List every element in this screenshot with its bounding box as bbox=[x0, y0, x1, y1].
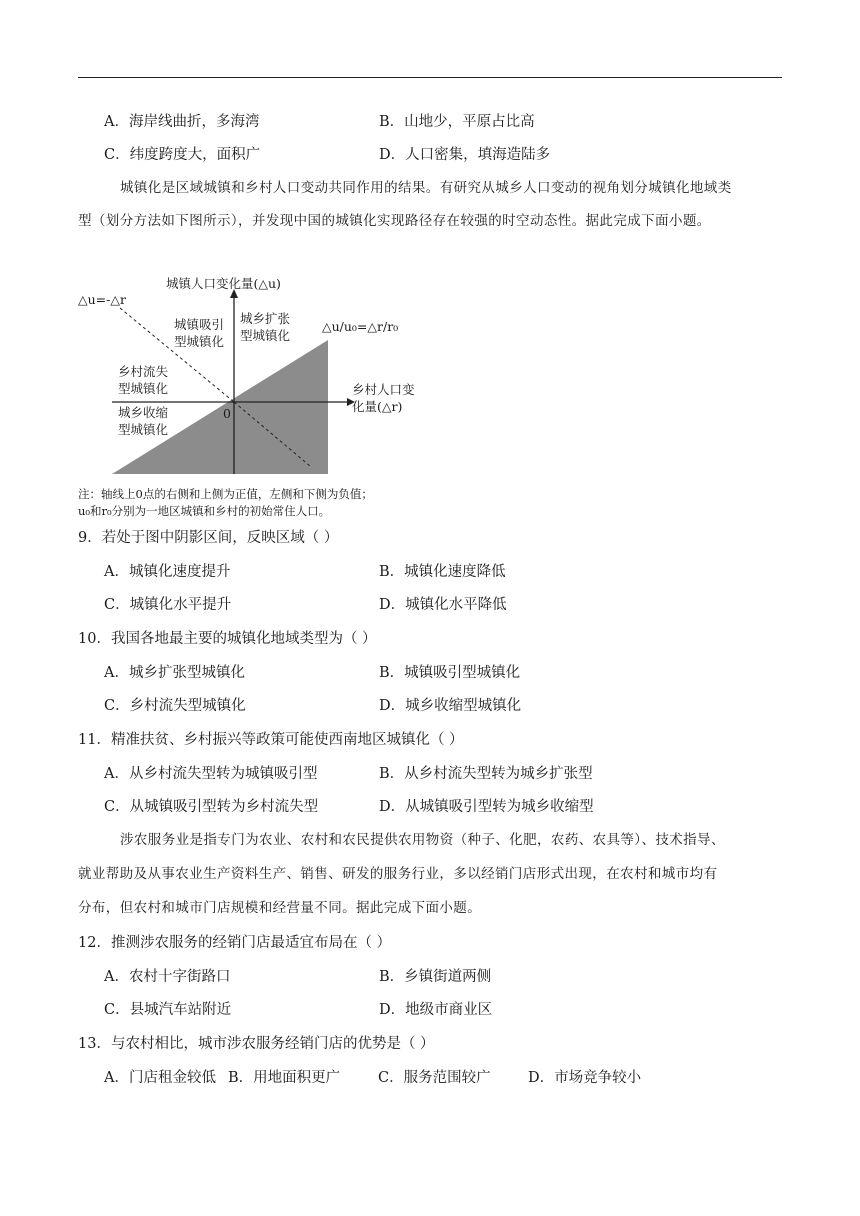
q9-option-b[interactable]: B．城镇化速度降低 bbox=[379, 564, 506, 580]
q11-option-d[interactable]: D．从城镇吸引型转为城乡收缩型 bbox=[379, 799, 594, 815]
region-absorb-line-1: 城镇吸引 bbox=[174, 317, 225, 332]
region-expand-line-1: 城乡扩张 bbox=[240, 311, 291, 326]
q13-option-d[interactable]: D．市场竞争较小 bbox=[528, 1070, 642, 1086]
q13-option-c[interactable]: C．服务范围较广 bbox=[378, 1070, 491, 1086]
option-d[interactable]: D．人口密集，填海造陆多 bbox=[379, 147, 551, 163]
header-rule bbox=[78, 77, 782, 78]
q11-option-b[interactable]: B．从乡村流失型转为城乡扩张型 bbox=[379, 766, 593, 782]
region-shrink-line-1: 城乡收缩 bbox=[118, 405, 169, 420]
q9-option-a[interactable]: A．城镇化速度提升 bbox=[104, 564, 231, 580]
q9-option-d[interactable]: D．城镇化水平降低 bbox=[379, 597, 507, 613]
region-absorb-line-2: 型城镇化 bbox=[174, 334, 225, 349]
passage-1-line-2: 型（划分方法如下图所示），并发现中国的城镇化实现路径存在较强的时空动态性。据此完成下面小题。 bbox=[78, 213, 711, 229]
q11-option-c[interactable]: C．从城镇吸引型转为乡村流失型 bbox=[104, 799, 319, 815]
passage-2-line-2: 就业帮助及从事农业生产资料生产、销售、研发的服务行业，多以经销门店形式出现，在农村和城市均有 bbox=[78, 866, 718, 882]
urbanization-type-diagram bbox=[78, 268, 458, 530]
q10-option-a[interactable]: A．城乡扩张型城镇化 bbox=[104, 665, 245, 681]
q12-option-a[interactable]: A．农村十字街路口 bbox=[104, 969, 231, 985]
question-12-stem: 12．推测涉农服务的经销门店最适宜布局在（ ） bbox=[78, 935, 392, 951]
q10-option-b[interactable]: B．城镇吸引型城镇化 bbox=[379, 665, 521, 681]
option-c[interactable]: C．纬度跨度大，面积广 bbox=[104, 147, 261, 163]
question-9-stem: 9．若处于图中阴影区间，反映区域（ ） bbox=[78, 530, 339, 546]
x-axis-label-line-1: 乡村人口变 bbox=[352, 382, 415, 397]
q9-option-c[interactable]: C．城镇化水平提升 bbox=[104, 597, 232, 613]
passage-2-line-3: 分布，但农村和城市门店规模和经营量不同。据此完成下面小题。 bbox=[78, 900, 482, 916]
figure-note-line-2: u₀和r₀分别为一地区城镇和乡村的初始常住人口。 bbox=[78, 504, 331, 518]
passage-1-line-1: 城镇化是区域城镇和乡村人口变动共同作用的结果。有研究从城乡人口变动的视角划分城镇化地域类 bbox=[120, 180, 732, 196]
line-label-ratio: △u/u₀=△r/r₀ bbox=[322, 319, 399, 334]
q12-option-c[interactable]: C．县城汽车站附近 bbox=[104, 1002, 232, 1018]
origin-label: 0 bbox=[223, 406, 231, 421]
q11-option-a[interactable]: A．从乡村流失型转为城镇吸引型 bbox=[104, 766, 318, 782]
option-a[interactable]: A．海岸线曲折，多海湾 bbox=[104, 114, 260, 130]
q13-option-a[interactable]: A．门店租金较低 bbox=[104, 1070, 216, 1086]
region-outflow-line-2: 型城镇化 bbox=[118, 381, 169, 396]
q12-option-b[interactable]: B．乡镇街道两侧 bbox=[379, 969, 492, 985]
q12-option-d[interactable]: D．地级市商业区 bbox=[379, 1002, 493, 1018]
line-label-du-eq-neg-dr: △u=-△r bbox=[78, 292, 126, 307]
q13-option-b[interactable]: B．用地面积更广 bbox=[228, 1070, 341, 1086]
region-shrink-line-2: 型城镇化 bbox=[118, 422, 169, 437]
q10-option-c[interactable]: C．乡村流失型城镇化 bbox=[104, 698, 246, 714]
passage-2-line-1: 涉农服务业是指专门为农业、农村和农民提供农用物资（种子、化肥，农药、农具等）、技术指导、 bbox=[120, 832, 725, 848]
x-axis-label-line-2: 化量(△r) bbox=[352, 399, 403, 414]
option-b[interactable]: B．山地少，平原占比高 bbox=[379, 114, 535, 130]
question-13-stem: 13．与农村相比，城市涉农服务经销门店的优势是（ ） bbox=[78, 1036, 435, 1052]
y-axis-label: 城镇人口变化量(△u) bbox=[166, 276, 281, 291]
question-10-stem: 10．我国各地最主要的城镇化地域类型为（ ） bbox=[78, 631, 377, 647]
question-11-stem: 11．精准扶贫、乡村振兴等政策可能使西南地区城镇化（ ） bbox=[78, 732, 464, 748]
figure-note-line-1: 注：轴线上0点的右侧和上侧为正值，左侧和下侧为负值； bbox=[78, 487, 373, 501]
region-expand-line-2: 型城镇化 bbox=[240, 328, 291, 343]
region-outflow-line-1: 乡村流失 bbox=[118, 364, 169, 379]
q10-option-d[interactable]: D．城乡收缩型城镇化 bbox=[379, 698, 522, 714]
